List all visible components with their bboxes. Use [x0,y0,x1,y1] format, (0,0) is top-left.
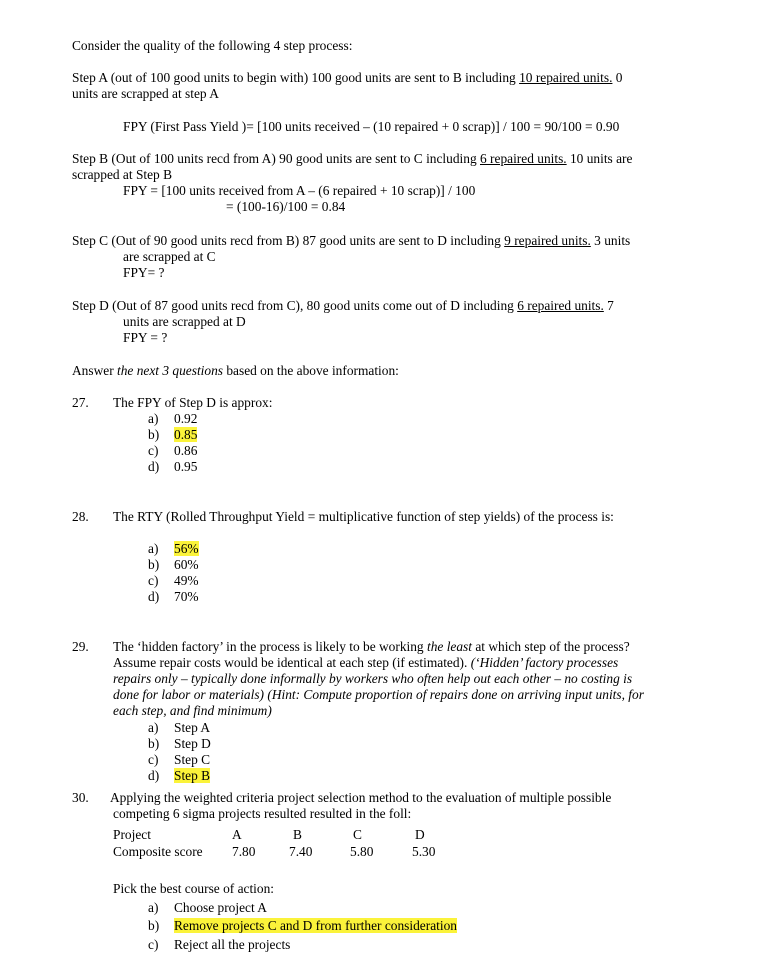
q29-option-d[interactable]: d) Step B [148,768,211,783]
q27-number: 27. [72,395,89,410]
q27-option-a[interactable]: a) 0.92 [148,411,198,426]
q28-option-a[interactable]: a) 56% [148,541,199,556]
step-a-line1: Step A (out of 100 good units to begin with) 100 good units are sent to B including 10 repaired units. 0 [72,70,623,85]
table-col-a: A [232,827,242,842]
q30-number: 30. [72,790,89,805]
q28-option-b[interactable]: b) 60% [148,557,199,572]
step-a-line2: units are scrapped at step A [72,86,219,101]
q29-line2: Assume repair costs would be identical at each step (if estimated). (‘Hidden’ factory processes [113,655,619,670]
step-c-line2: are scrapped at C [123,249,216,264]
step-b-fpy2: = (100-16)/100 = 0.84 [226,199,346,214]
step-c-fpy: FPY= ? [123,265,165,280]
step-d-fpy: FPY = ? [123,330,168,345]
q30-option-a[interactable]: a) Choose project A [148,900,267,915]
table-score-a: 7.80 [232,844,256,859]
step-a-fpy: FPY (First Pass Yield )= [100 units received – (10 repaired + 0 scrap)] / 100 = 90/100 = 0.90 [123,119,620,134]
step-c-line1: Step C (Out of 90 good units recd from B) 87 good units are sent to D including 9 repaired units. 3 units [72,233,631,248]
step-d-line1: Step D (Out of 87 good units recd from C), 80 good units come out of D including 6 repaired units. 7 [72,298,614,313]
answer-intro: Answer the next 3 questions based on the above information: [72,363,399,378]
q28-answer-highlight: 56% [174,541,199,556]
step-b-line1: Step B (Out of 100 units recd from A) 90 good units are sent to C including 6 repaired units. 10 units are [72,151,633,166]
table-col-b: B [293,827,302,842]
q30-option-b[interactable]: b) Remove projects C and D from further consideration [148,918,457,933]
q29-line1: The ‘hidden factory’ in the process is likely to be working the least at which step of the process? [113,639,630,654]
q28-number: 28. [72,509,89,524]
q27-option-d[interactable]: d) 0.95 [148,459,198,474]
table-col-c: C [353,827,362,842]
q28-option-c[interactable]: c) 49% [148,573,199,588]
q27-text: The FPY of Step D is approx: [113,395,273,410]
table-col-d: D [415,827,425,842]
q27-answer-highlight: 0.85 [174,427,198,442]
step-b-line2: scrapped at Step B [72,167,173,182]
q30-answer-highlight: Remove projects C and D from further consideration [174,918,457,933]
q27-option-c[interactable]: c) 0.86 [148,443,198,458]
q30-line2: competing 6 sigma projects resulted resulted in the foll: [113,806,412,821]
q30-line1: Applying the weighted criteria project selection method to the evaluation of multiple possible [110,790,612,805]
q29-line4: done for labor or materials) (Hint: Compute proportion of repairs done on arriving input units, for [113,687,644,702]
q29-line3: repairs only – typically done informally by workers who often help out each other – no costing is [113,671,633,686]
q29-option-c[interactable]: c) Step C [148,752,211,767]
table-row-label-score: Composite score [113,844,203,859]
step-a-repaired: 10 repaired units. [519,70,613,85]
intro-text: Consider the quality of the following 4 step process: [72,38,353,53]
step-b-repaired: 6 repaired units. [480,151,567,166]
q30-pick: Pick the best course of action: [113,881,275,896]
q27-option-b[interactable]: b) 0.85 [148,427,198,442]
q29-option-b[interactable]: b) Step D [148,736,211,751]
table-score-c: 5.80 [350,844,374,859]
q28-text: The RTY (Rolled Throughput Yield = multiplicative function of step yields) of the process is: [113,509,614,524]
q29-line5: each step, and find minimum) [113,703,272,718]
step-b-fpy1: FPY = [100 units received from A – (6 repaired + 10 scrap)] / 100 [123,183,476,198]
q29-answer-highlight: Step B [174,768,211,783]
step-d-repaired: 6 repaired units. [517,298,604,313]
q29-option-a[interactable]: a) Step A [148,720,211,735]
table-score-b: 7.40 [289,844,313,859]
step-c-repaired: 9 repaired units. [504,233,591,248]
table-row-label-project: Project [113,827,151,842]
step-d-line2: units are scrapped at D [123,314,246,329]
table-score-d: 5.30 [412,844,436,859]
q30-option-c[interactable]: c) Reject all the projects [148,937,291,952]
q29-number: 29. [72,639,89,654]
q28-option-d[interactable]: d) 70% [148,589,199,604]
